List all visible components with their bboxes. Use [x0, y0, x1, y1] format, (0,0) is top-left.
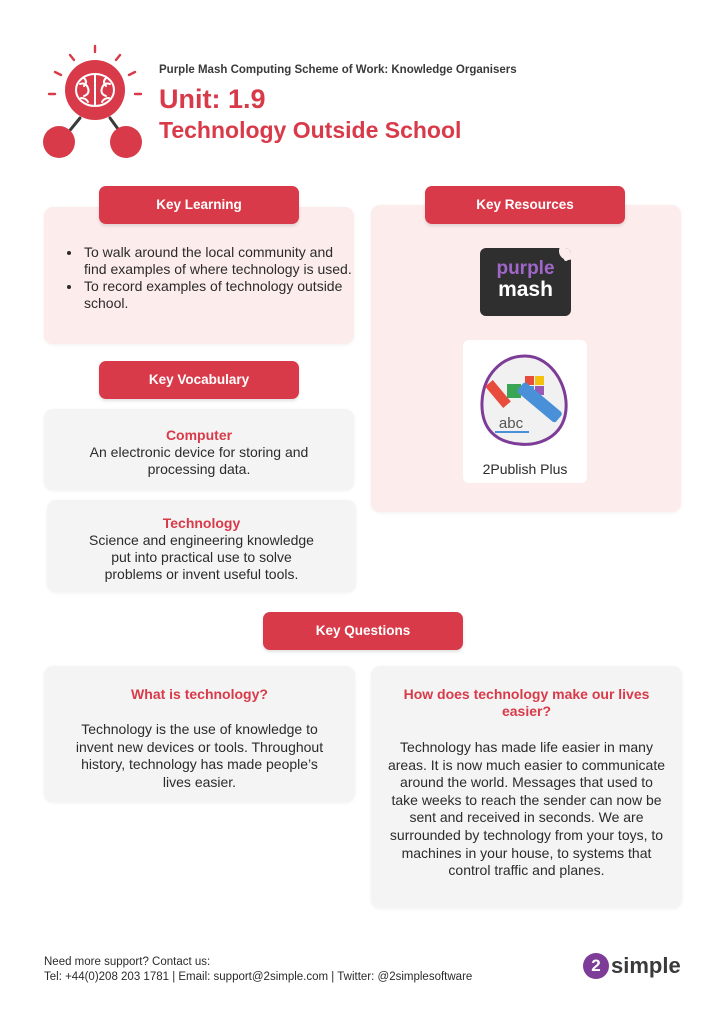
answer-text: Technology is the use of knowledge to invent new devices or tools. Throughout history, technology has made people’s lives easier.	[75, 721, 324, 790]
key-questions-heading: Key Questions	[263, 612, 463, 650]
scheme-subtitle: Purple Mash Computing Scheme of Work: Knowledge Organisers	[159, 64, 517, 76]
2simple-logo-word: simple	[611, 953, 681, 978]
key-learning-box	[44, 207, 354, 344]
2publish-plus-card[interactable]	[463, 340, 587, 483]
question-card-1	[44, 666, 355, 802]
vocab-card-technology	[47, 500, 356, 592]
vocab-term: Technology	[162, 515, 241, 531]
2publish-plus-icon-text: abc	[498, 415, 524, 432]
purple-mash-logo[interactable]	[480, 248, 571, 316]
2publish-plus-label: 2Publish Plus	[482, 461, 568, 477]
key-learning-item: • To walk around the local community and find examples of where technology is used.	[82, 244, 354, 278]
2publish-plus-icon	[475, 350, 575, 450]
question-card-2	[371, 666, 682, 908]
2simple-logo[interactable]	[583, 953, 683, 981]
question-text: What is technology?	[131, 686, 268, 702]
purple-mash-logo-line2: mash	[498, 278, 553, 301]
vocab-term: Computer	[165, 427, 233, 443]
key-learning-item: • To record examples of technology outside school.	[82, 278, 354, 312]
key-resources-heading: Key Resources	[425, 186, 625, 224]
key-learning-list	[44, 244, 354, 312]
footer-contact-details: Tel: +44(0)208 203 1781 | Email: support@2simple.com | Twitter: @2simplesoftware	[44, 971, 473, 983]
key-vocabulary-heading: Key Vocabulary	[99, 361, 299, 399]
page-title: Technology Outside School	[159, 117, 462, 143]
question-text: How does technology make our lives easier?	[403, 686, 650, 719]
vocab-card-computer	[44, 409, 354, 490]
answer-text: Technology has made life easier in many areas. It is now much easier to communicate around the world. Messages that used to take weeks to reach the sender can now be sent and received in seconds. We are surrounded by technology from your toys, to machines in your house, to systems that control traffic and planes.	[387, 739, 665, 879]
vocab-definition: An electronic device for storing and processing data.	[89, 444, 309, 477]
2simple-logo-badge: 2	[583, 953, 609, 979]
footer-support-text: Need more support? Contact us:	[44, 956, 211, 968]
key-learning-heading: Key Learning	[99, 186, 299, 224]
unit-number: Unit: 1.9	[159, 84, 266, 114]
purple-mash-logo-line1: purple	[496, 258, 555, 279]
vocab-definition: Science and engineering knowledge put into practical use to solve problems or invent useful tools.	[89, 532, 314, 582]
footer-contact	[44, 955, 472, 985]
brain-network-logo	[40, 40, 145, 162]
